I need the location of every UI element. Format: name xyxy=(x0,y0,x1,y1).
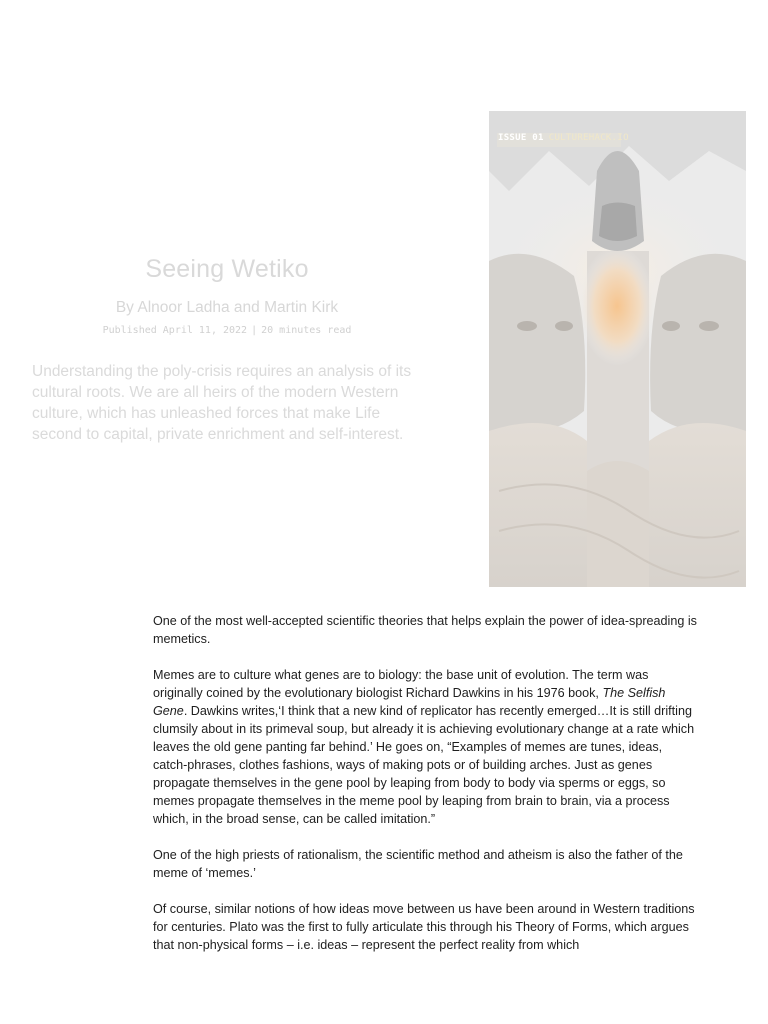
read-time: 20 minutes read xyxy=(261,325,352,336)
article-meta xyxy=(32,325,422,336)
site-label: CULTUREHACK.IO xyxy=(548,133,629,143)
paragraph-text: . Dawkins writes,‘I think that a new kind of replicator has recently emerged…It is still drifting clumsily about in its primeval soup, but already it is achieving evolutionary change at a rate which leaves the old gene panting far behind.’ He goes on, “Examples of memes are tunes, ideas, catch-phrases, clothes fashions, ways of making pots or of building arches. Just as genes propagate themselves in the gene pool by leaping from body to body via sperms or eggs, so memes propagate themselves in the meme pool by leaping from brain to brain, via a process which, in the broad sense, can be called imitation.” xyxy=(153,704,695,826)
article-header xyxy=(32,255,422,445)
body-paragraph xyxy=(153,666,698,828)
body-paragraph xyxy=(153,612,698,648)
meta-separator: | xyxy=(251,325,258,336)
article-byline: By Alnoor Ladha and Martin Kirk xyxy=(115,299,339,316)
body-paragraph xyxy=(153,900,698,954)
cover-artwork xyxy=(489,111,746,587)
cover-badge xyxy=(498,133,629,143)
paragraph-text: One of the high priests of rationalism, the scientific method and atheism is also the father of the meme of ‘memes.’ xyxy=(153,848,683,880)
article-dek: Understanding the poly-crisis requires an analysis of its cultural roots. We are all heirs of the modern Western culture, which has unleashed forces that make Life second to capital, private enrichment and self-interest. xyxy=(32,363,412,443)
book-title: The Selfish Gene xyxy=(153,686,666,718)
publish-date: Published April 11, 2022 xyxy=(102,325,248,336)
cover-image xyxy=(489,111,746,587)
paragraph-text: Memes are to culture what genes are to biology: the base unit of evolution. The term was originally coined by the evolutionary biologist Richard Dawkins in his 1976 book, xyxy=(153,668,649,700)
article-title: Seeing Wetiko xyxy=(145,255,309,283)
paragraph-text: One of the most well-accepted scientific theories that helps explain the power of idea-spreading is memetics. xyxy=(153,614,697,646)
body-paragraph xyxy=(153,846,698,882)
article-body xyxy=(153,612,698,972)
issue-label: ISSUE 01 xyxy=(498,133,544,143)
paragraph-text: Of course, similar notions of how ideas move between us have been around in Western traditions for centuries. Plato was the first to fully articulate this through his Theory of Forms, which argues that non-physical forms – i.e. ideas – represent the perfect reality from which xyxy=(153,902,695,952)
